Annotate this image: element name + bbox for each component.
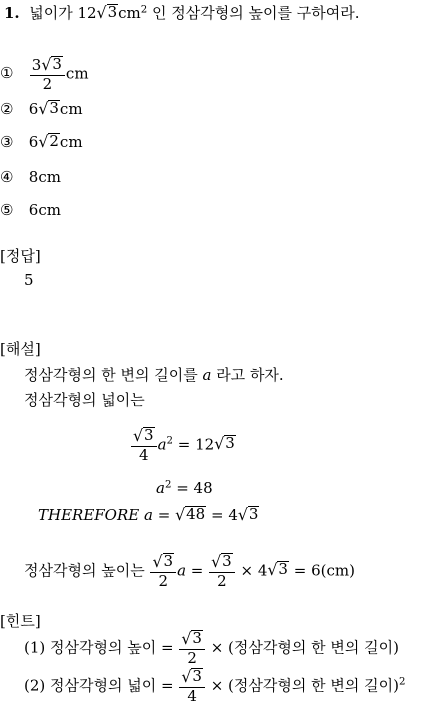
explanation-heading: [해설] — [0, 340, 41, 358]
sqrt-symbol: √ 3 — [96, 3, 118, 22]
option-marker: ⑤ — [0, 201, 14, 219]
option-2[interactable]: ② 6 √ 3 cm — [0, 99, 83, 118]
hint-1: (1) 정삼각형의 높이 = √ 3 2 × (정삼각형의 한 변의 길이) — [24, 629, 399, 667]
hint-heading: [힌트] — [0, 612, 41, 630]
question-text-suffix: 인 정삼각형의 높이를 구하여라. — [147, 4, 360, 22]
explanation-line-1: 정삼각형의 한 변의 길이를 a 라고 하자. — [24, 366, 284, 384]
option-marker: ④ — [0, 168, 14, 186]
answer-heading: [정답] — [0, 247, 41, 265]
question-text-prefix: 넓이가 12 — [29, 4, 97, 22]
question-number: 1. — [4, 4, 20, 22]
explanation-line-2: 정삼각형의 넓이는 — [24, 391, 145, 409]
option-5[interactable]: ⑤ 6cm — [0, 201, 61, 219]
option-marker: ① — [0, 64, 14, 83]
question: 1. 넓이가 12 √ 3 $cm^2$ 인 정삼각형의 높이를 구하여라. — [4, 3, 360, 22]
option-4[interactable]: ④ 8cm — [0, 168, 61, 186]
option-marker: ③ — [0, 133, 14, 151]
height-line: 정삼각형의 높이는 √ 3 2 a = √ 3 2 × 4 √ 3 = 6(cm) — [24, 552, 355, 590]
equation-3: THEREFORE a = √ 48 = 4 √ 3 — [38, 505, 259, 524]
equation-1: √ 3 4 $a^2 = 12$ √ 3 — [133, 426, 235, 464]
option-1[interactable]: ① 3 √ 3 2 cm — [0, 55, 89, 93]
hint-2: (2) 정삼각형의 넓이 = √ 3 4 × (정삼각형의 한 변의 길이)$^2$ — [24, 667, 406, 705]
answer-value: 5 — [24, 271, 34, 289]
option-3[interactable]: ③ 6 √ 2 cm — [0, 132, 83, 151]
equation-2: $a^2 = 48$ — [156, 479, 213, 497]
option-marker: ② — [0, 100, 14, 118]
